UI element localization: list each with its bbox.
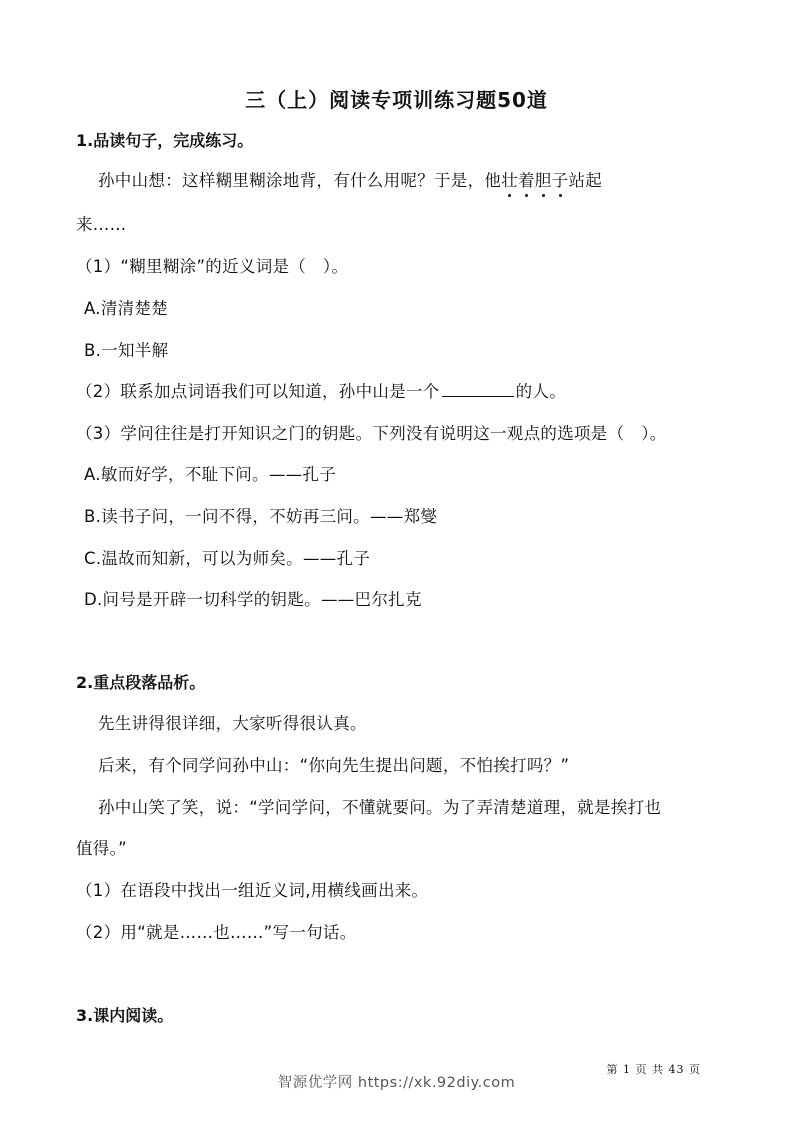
dotted-char: 着 — [518, 171, 535, 190]
q1-option-a: A.清清楚楚 — [84, 299, 169, 318]
q2-paragraph-3-line2: 值得。” — [76, 839, 127, 858]
q1-sub-2 — [76, 378, 566, 402]
dotted-char: 子 — [551, 171, 569, 190]
dotted-char: 胆 — [534, 171, 552, 190]
answer-blank[interactable] — [442, 382, 514, 397]
page-number: 第 1 页 共 43 页 — [606, 1063, 701, 1076]
q1-passage-line1 — [98, 167, 602, 191]
q1-sub-3-option-d: D.问号是开辟一切科学的钥匙。——巴尔扎克 — [84, 590, 422, 609]
q1-passage-text: 孙中山想：这样糊里糊涂地背，有什么用呢？于是，他 — [98, 171, 502, 190]
q1-sub-1: （1）“糊里糊涂”的近义词是（ ）。 — [76, 257, 349, 276]
q2-paragraph-2: 后来，有个同学问孙中山：“你向先生提出问题，不怕挨打吗？” — [98, 756, 570, 775]
q1-sub-3-option-c: C.温故而知新，可以为师矣。——孔子 — [84, 549, 371, 568]
question-3-heading: 3.课内阅读。 — [76, 1006, 174, 1025]
dotted-word — [501, 171, 568, 190]
q1-passage-text-end: 站起 — [568, 171, 603, 190]
question-2-heading: 2.重点段落品析。 — [76, 673, 206, 692]
q2-paragraph-3-line1: 孙中山笑了笑，说：“学问学问，不懂就要问。为了弄清楚道理，就是挨打也 — [98, 798, 662, 817]
q1-option-b: B.一知半解 — [84, 341, 169, 360]
dotted-char: 壮 — [501, 171, 519, 190]
q1-sub-3: （3）学问往往是打开知识之门的钥匙。下列没有说明这一观点的选项是（ ）。 — [76, 424, 667, 443]
q1-sub-3-option-b: B.读书子问，一问不得，不妨再三问。——郑燮 — [84, 507, 438, 526]
q1-passage-line2: 来…… — [76, 215, 127, 234]
question-1-heading: 1.品读句子，完成练习。 — [76, 131, 254, 150]
q2-paragraph-1: 先生讲得很详细，大家听得很认真。 — [98, 714, 367, 733]
watermark: 智源优学网 https://xk.92diy.com — [277, 1075, 516, 1091]
q2-sub-2: （2）用“就是……也……”写一句话。 — [76, 923, 357, 942]
q1-sub-2-text: （2）联系加点词语我们可以知道，孙中山是一个 — [76, 382, 440, 401]
q1-sub-2-end: 的人。 — [515, 382, 567, 401]
q2-sub-1: （1）在语段中找出一组近义词,用横线画出来。 — [76, 881, 429, 900]
page-title: 三（上）阅读专项训练习题50道 — [245, 88, 548, 112]
q1-sub-3-option-a: A.敏而好学，不耻下问。——孔子 — [84, 465, 337, 484]
